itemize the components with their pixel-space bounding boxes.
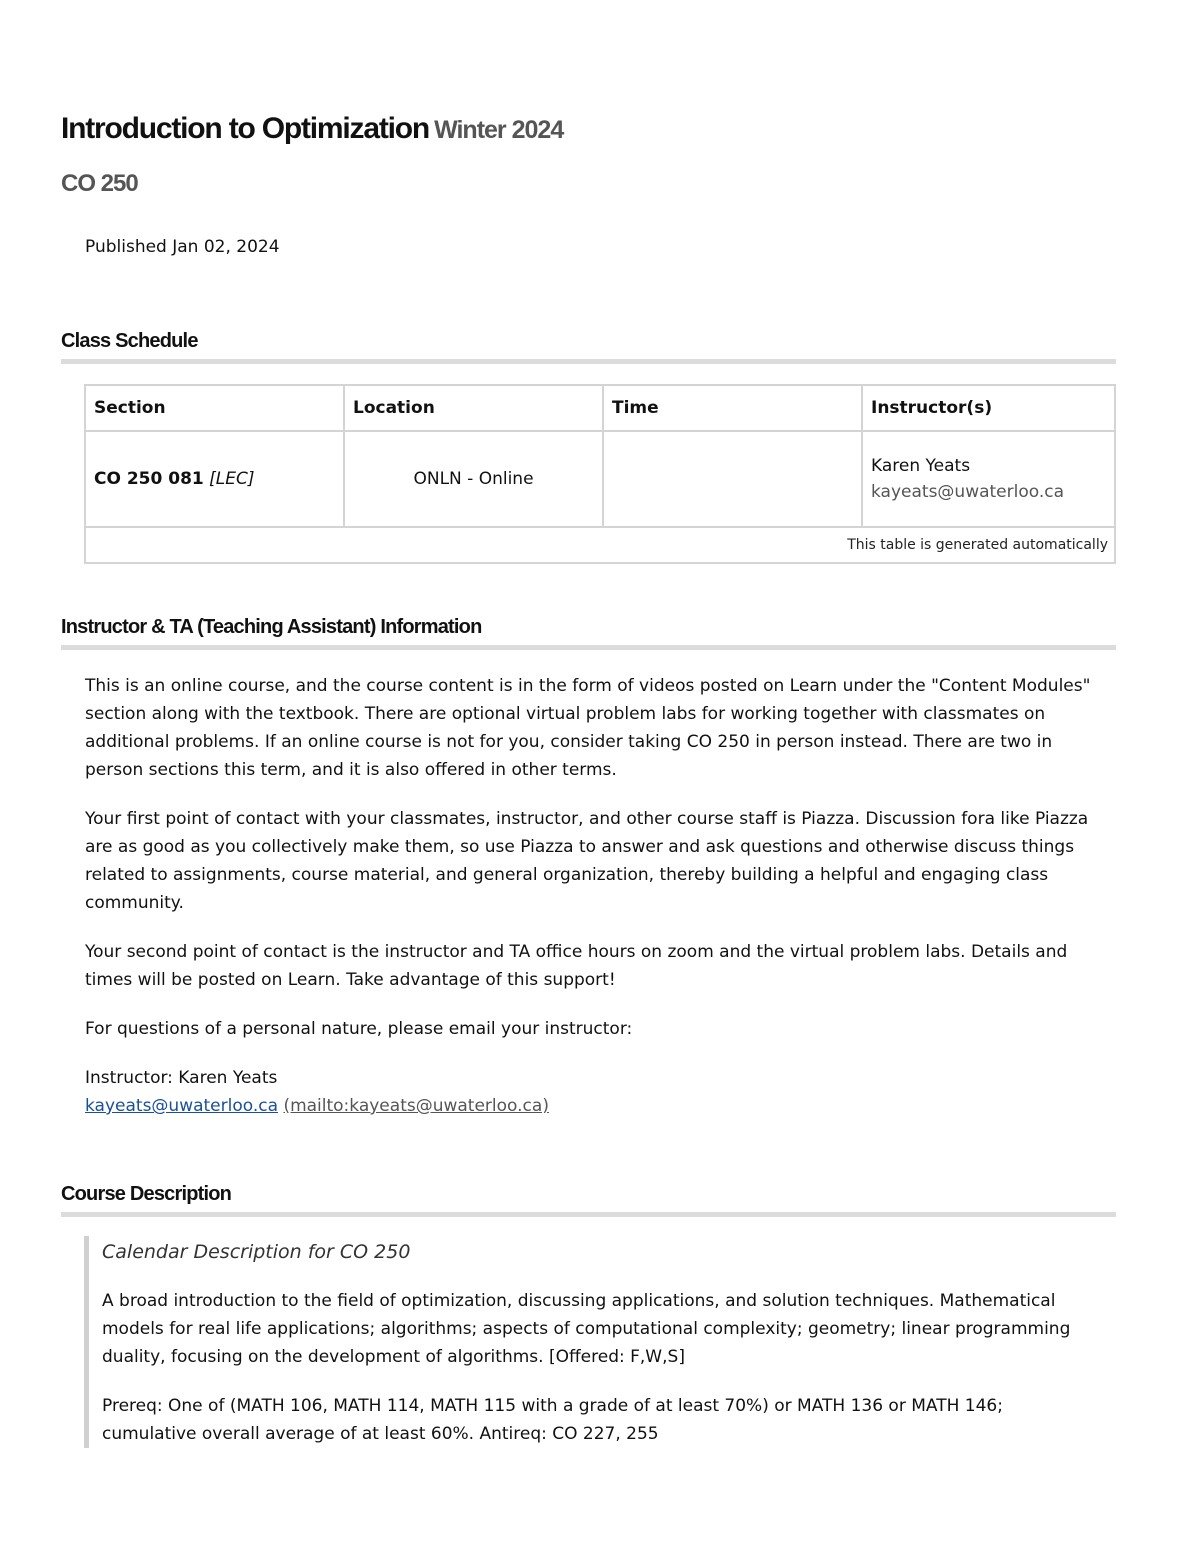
info-paragraph: Your second point of contact is the instructor and TA office hours on zoom and the virtual problem labs. Details and times will be posted on Learn. Take advantage of this support! (85, 942, 1068, 990)
info-paragraph: Your first point of contact with your classmates, instructor, and other course staff is Piazza. Discussion fora like Piazza are as good as you collectively make them, so use Piazza to answer and ask questions and otherwise discuss things related to assignments, course material, and general organization, thereby building a helpful and engaging class community. (85, 809, 1089, 913)
course-title: Introduction to Optimization (61, 112, 430, 145)
column-header-time: Time (603, 385, 862, 431)
instructor-contact (85, 1064, 1110, 1120)
table-row (85, 431, 1115, 527)
info-paragraph: For questions of a personal nature, please email your instructor: (85, 1019, 633, 1039)
section-code: CO 250 081 (94, 469, 204, 489)
mailto-link[interactable]: (mailto:kayeats@uwaterloo.ca) (283, 1096, 549, 1116)
instructor-cell (862, 431, 1115, 527)
class-schedule-table (84, 384, 1116, 564)
table-footer-row (85, 527, 1115, 563)
class-schedule-section (61, 330, 1116, 364)
course-description-heading: Course Description (61, 1183, 1116, 1217)
class-schedule-heading: Class Schedule (61, 330, 1116, 364)
info-paragraph: This is an online course, and the course content is in the form of videos posted on Learn under the "Content Modules" section along with the textbook. There are optional virtual problem labs for working together with classmates on additional problems. If an online course is not for you, consider taking CO 250 in person instead. There are two in person sections this term, and it is also offered in other terms. (85, 676, 1091, 780)
table-footer-note: This table is generated automatically (85, 527, 1115, 563)
calendar-description-block (84, 1236, 1102, 1448)
course-description-text: A broad introduction to the field of optimization, discussing applications, and solution techniques. Mathematical models for real life applications; algorithms; aspects of computational complexity; geometry; linear programming duality, focusing on the development of algorithms. [Offered: F,W,S] (102, 1291, 1071, 1367)
column-header-instructors: Instructor(s) (862, 385, 1115, 431)
course-description-section (61, 1183, 1116, 1217)
instructor-info-body (85, 672, 1110, 1120)
column-header-location: Location (344, 385, 603, 431)
instructor-email: kayeats@uwaterloo.ca (871, 482, 1065, 502)
page-title (61, 112, 563, 146)
location-cell: ONLN - Online (344, 431, 603, 527)
course-code: CO 250 (61, 170, 138, 197)
instructor-info-section (61, 616, 1116, 650)
time-cell (603, 431, 862, 527)
section-type: [LEC] (209, 469, 255, 489)
prerequisites-text: Prereq: One of (MATH 106, MATH 114, MATH 115 with a grade of at least 70%) or MATH 136 or MATH 146; cumulative overall average of at least 60%. Antireq: CO 227, 255 (102, 1396, 1003, 1444)
section-cell (85, 431, 344, 527)
instructor-line: Instructor: Karen Yeats (85, 1068, 278, 1088)
instructor-info-heading: Instructor & TA (Teaching Assistant) Information (61, 616, 1116, 650)
instructor-email-link[interactable]: kayeats@uwaterloo.ca (85, 1096, 279, 1116)
instructor-name: Karen Yeats (871, 456, 971, 476)
column-header-section: Section (85, 385, 344, 431)
table-header-row (85, 385, 1115, 431)
course-term: Winter 2024 (434, 116, 564, 144)
published-date: Published Jan 02, 2024 (85, 237, 280, 257)
calendar-description-title: Calendar Description for CO 250 (102, 1241, 411, 1263)
